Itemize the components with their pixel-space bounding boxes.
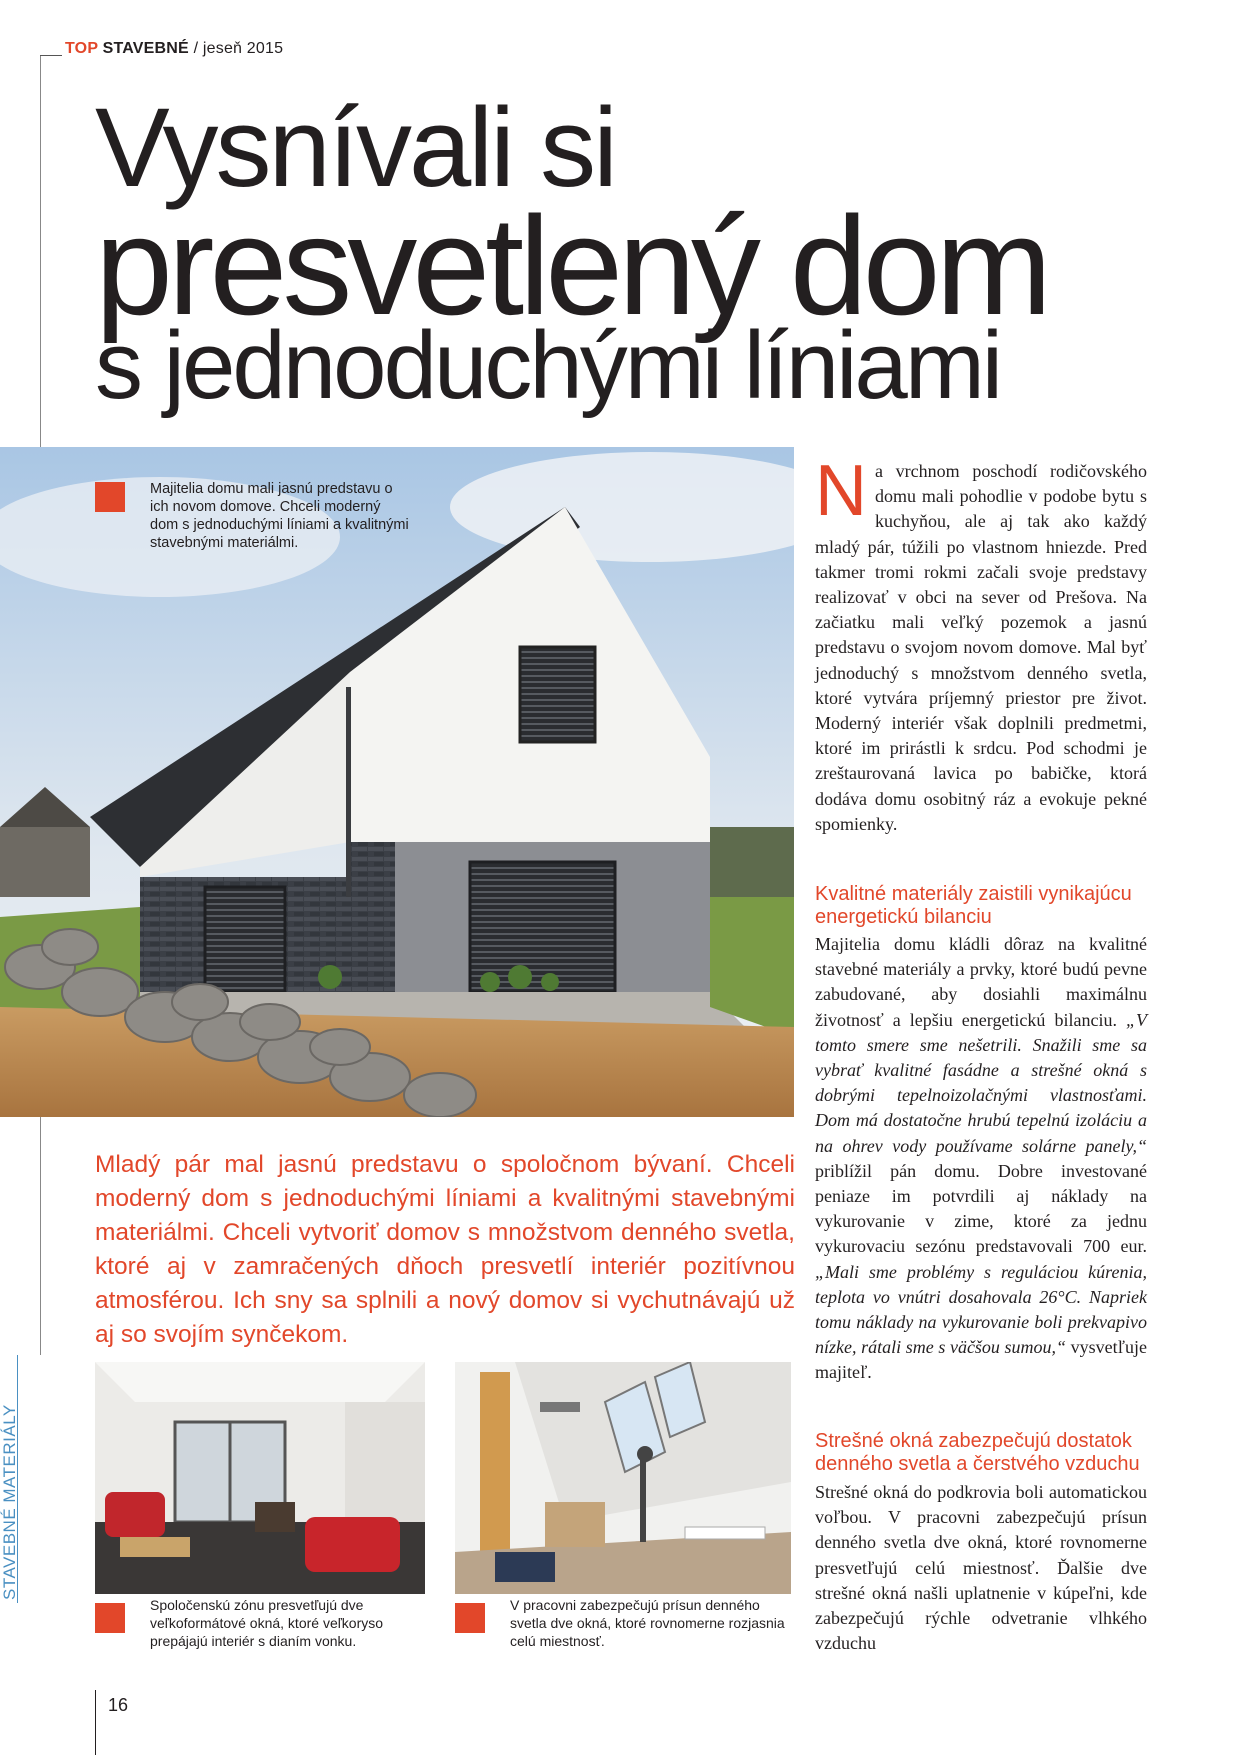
section-side-label: STAVEBNÉ MATERIÁLY (0, 1404, 19, 1600)
paragraph-2-part-e: vysvetľuje majiteľ. (815, 1337, 1147, 1383)
paragraph-2-part-c: priblížil pán domu. Dobre investované peniaze im potvrdili aj náklady na vykurovanie v zime, ktoré za jednu vykurovaciu sezónu predstavovali 700 eur. (815, 1160, 1147, 1257)
issue-season: jeseň 2015 (202, 40, 284, 57)
living-room-illustration (95, 1362, 425, 1594)
page-number-rule (95, 1690, 96, 1755)
photo1-caption: Spoločenskú zónu presvetľujú dve veľkoformátové okná, ktoré veľkoryso prepájajú interiér s dianím vonku. (150, 1597, 384, 1649)
title-line-2: presvetlený dom (95, 187, 1048, 344)
photo2-caption-marker (455, 1603, 485, 1633)
subheading-2: Strešné okná zabezpečujú dostatok denného svetla a čerstvého vzduchu (815, 1430, 1140, 1475)
study-room-photo (455, 1362, 791, 1594)
hero-caption-marker (95, 482, 125, 512)
lead-paragraph: Mladý pár mal jasnú predstavu o spoločnom bývaní. Chceli moderný dom s jednoduchými líniami a kvalitnými stavebnými materiálmi. Chceli vytvoriť domov s množstvom denného svetla, ktoré aj v zamračených dňoch presvetlí interiér pozitívnou atmosférou. Ich sny sa splnili a nový domov si vychutnávajú už aj so svojím synčekom. (95, 1151, 795, 1348)
subheading-1: Kvalitné materiály zaistili vynikajúcu energetickú bilanciu (815, 883, 1132, 928)
header-separator: / (193, 40, 199, 57)
paragraph-1-text: a vrchnom poschodí rodičovského domu mali pohodlie v podobe bytu s kuchyňou, ale aj tak ako každý mladý pár, túžili po vlastnom hniezde. Pred takmer tromi rokmi začali svoje predstavy realizovať v obci na sever od Prešova. Na začiatku mali veľký pozemok a jasnú predstavu o svojom novom domove. Mal byť jednoduchý s množstvom denného svetla, ktoré vytvára príjemný priestor pre život. Moderný interiér však doplnili predmetmi, ktoré im prirástli k srdcu. Pod schodmi je zreštaurovaná lavica po babičke, ktorá dodáva domu osobitný ráz a evokuje pekné spomienky. (815, 461, 1147, 834)
section-side-tab (17, 1355, 42, 1603)
photo1-caption-marker (95, 1603, 125, 1633)
article-paragraph-2 (815, 932, 1147, 1386)
paragraph-2-part-a: Majitelia domu kládli dôraz na kvalitné stavebné materiály a prvky, ktoré budú pevne zabudované, aby dosiahli maximálnu životnosť a lepšiu energetickú bilanciu. (815, 934, 1147, 1030)
paragraph-2-quote-1: „V tomto smere sme nešetrili. Snažili sme sa vybrať kvalitné fasádne a strešné okná s dobrými tepelnoizolačnými vlastnosťami. Dom má dostatočne hrubú tepelnú izoláciu a na ohrev vody používame solárne panely,“ (815, 1009, 1147, 1156)
running-head (65, 40, 283, 58)
title-line-3: s jednoduchými líniami (95, 312, 1001, 419)
study-room-illustration (455, 1362, 791, 1594)
dropcap: N (815, 451, 867, 531)
living-room-photo (95, 1362, 425, 1594)
brand-name: STAVEBNÉ (102, 40, 189, 57)
brand-top: TOP (65, 40, 98, 57)
paragraph-2-quote-2: „Mali sme problémy s reguláciou kúrenia, teplota vo vnútri dosahovala 26°C. Napriek tomu náklady na vykurovanie boli prekvapivo nízke, rátali sme s väčšou sumou,“ (815, 1261, 1147, 1358)
hero-caption: Majitelia domu mali jasnú predstavu o ich novom domove. Chceli moderný dom s jednoduchými líniami a kvalitnými stavebnými materiálmi. (150, 481, 409, 551)
page-number: 16 (108, 1695, 129, 1715)
article-paragraph-1 (815, 451, 1147, 837)
article-paragraph-3: Strešné okná do podkrovia boli automatickou voľbou. V pracovni zabezpečujú prísun denného svetla dve okná, ktoré rovnomerne presvetľujú celú miestnosť. Ďalšie dve strešné okná našli uplatnenie v kúpeľni, kde zabezpečujú rýchle odvetranie vlhkého vzduchu (815, 1482, 1147, 1654)
header-rule (40, 55, 62, 56)
photo2-caption: V pracovni zabezpečujú prísun denného svetla dve okná, ktoré rovnomerne rozjasnia celú miestnosť. (510, 1597, 785, 1649)
title-line-1: Vysnívali si (95, 85, 616, 210)
